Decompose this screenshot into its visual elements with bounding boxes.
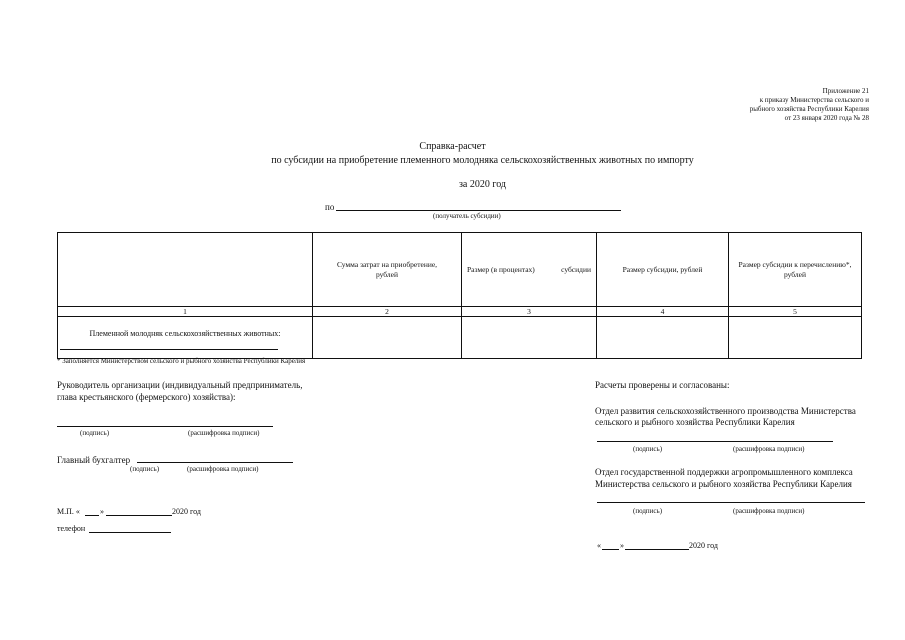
approval-date-year: 2020 год bbox=[689, 541, 718, 550]
recipient-prefix: по bbox=[325, 202, 335, 212]
doc-title: Справка-расчет bbox=[419, 141, 486, 152]
dept2-signature-line[interactable] bbox=[597, 502, 865, 503]
col-number-3: 3 bbox=[462, 307, 597, 317]
stamp-month-line[interactable] bbox=[106, 515, 172, 516]
dept2-line-1: Отдел государственной поддержки агропромышленного комплекса bbox=[595, 467, 853, 477]
accountant-sig-caption: (подпись) bbox=[130, 465, 160, 473]
dept2-sig-caption: (подпись) bbox=[633, 507, 663, 515]
manager-signature-line[interactable] bbox=[57, 426, 273, 427]
accountant-signature-line[interactable] bbox=[137, 462, 293, 463]
header-cell-5 bbox=[729, 233, 862, 307]
header-cell-3 bbox=[462, 233, 597, 307]
phone-line[interactable] bbox=[89, 532, 171, 533]
stamp-date-prefix: М.П. « bbox=[57, 507, 80, 516]
stamp-date-year: 2020 год bbox=[172, 507, 201, 516]
appendix-line-1: Приложение 21 bbox=[822, 87, 869, 95]
header-cell-4 bbox=[597, 233, 729, 307]
stamp-day-line[interactable] bbox=[85, 515, 99, 516]
row-label-cell bbox=[58, 317, 313, 359]
dept1-sig-caption: (подпись) bbox=[633, 445, 663, 453]
accountant-decode-caption: (расшифровка подписи) bbox=[187, 465, 259, 473]
col-number-2: 2 bbox=[313, 307, 462, 317]
appendix-note bbox=[750, 87, 869, 123]
cell-subsidy-amount[interactable] bbox=[597, 317, 729, 359]
doc-year: за 2020 год bbox=[458, 179, 507, 190]
header-costs: Сумма затрат на приобретение, рублей bbox=[336, 260, 438, 279]
approval-date-mid: » bbox=[620, 541, 624, 550]
approval-day-line[interactable] bbox=[602, 549, 619, 550]
dept1-line-2: сельского и рыбного хозяйства Республики Карелия bbox=[595, 417, 795, 427]
dept1-decode-caption: (расшифровка подписи) bbox=[733, 445, 805, 453]
phone-label: телефон bbox=[57, 524, 86, 533]
table-number-row bbox=[58, 307, 862, 317]
col-number-5: 5 bbox=[729, 307, 862, 317]
table-row bbox=[58, 317, 862, 359]
row-label-fill-line[interactable] bbox=[60, 349, 278, 350]
row-label: Племенной молодняк сельскохозяйственных животных: bbox=[89, 328, 281, 338]
recipient-caption: (получатель субсидии) bbox=[433, 212, 501, 220]
recipient-input-line[interactable] bbox=[336, 210, 621, 211]
col-number-4: 4 bbox=[597, 307, 729, 317]
table-header-row bbox=[58, 233, 862, 307]
manager-sig-caption: (подпись) bbox=[80, 429, 110, 437]
dept2-line-2: Министерства сельского и рыбного хозяйства Республики Карелия bbox=[595, 479, 852, 489]
approval-month-line[interactable] bbox=[625, 549, 689, 550]
col-number-1: 1 bbox=[58, 307, 313, 317]
header-cell-1 bbox=[58, 233, 313, 307]
cell-costs[interactable] bbox=[313, 317, 462, 359]
doc-subtitle: по субсидии на приобретение племенного молодняка сельскохозяйственных животных по импорту bbox=[271, 155, 694, 166]
checked-label: Расчеты проверены и согласованы: bbox=[595, 380, 730, 390]
header-percent: Размер (в процентах) bbox=[467, 264, 535, 274]
subsidy-table bbox=[57, 232, 862, 359]
header-subsidy: субсидии bbox=[561, 264, 591, 274]
approval-date-prefix: « bbox=[597, 541, 601, 550]
footnote: * Заполняется Министерством сельского и рыбного хозяйства Республики Карелия bbox=[57, 357, 306, 365]
header-subsidy-transfer: Размер субсидии к перечислению*, рублей bbox=[738, 260, 852, 279]
dept1-signature-line[interactable] bbox=[597, 441, 833, 442]
accountant-label: Главный бухгалтер bbox=[57, 455, 131, 465]
cell-subsidy-transfer[interactable] bbox=[729, 317, 862, 359]
appendix-line-2: к приказу Министерства сельского и bbox=[759, 96, 869, 104]
cell-percent[interactable] bbox=[462, 317, 597, 359]
dept1-line-1: Отдел развития сельскохозяйственного производства Министерства bbox=[595, 406, 856, 416]
dept2-decode-caption: (расшифровка подписи) bbox=[733, 507, 805, 515]
manager-decode-caption: (расшифровка подписи) bbox=[188, 429, 260, 437]
manager-label-line-1: Руководитель организации (индивидуальный предприниматель, bbox=[57, 380, 303, 390]
header-subsidy-amount: Размер субсидии, рублей bbox=[622, 264, 703, 274]
appendix-line-4: от 23 января 2020 года № 28 bbox=[784, 114, 869, 122]
manager-label-line-2: глава крестьянского (фермерского) хозяйства): bbox=[57, 392, 236, 402]
stamp-date-mid: » bbox=[100, 507, 104, 516]
header-cell-2 bbox=[313, 233, 462, 307]
appendix-line-3: рыбного хозяйства Республики Карелия bbox=[749, 105, 869, 113]
